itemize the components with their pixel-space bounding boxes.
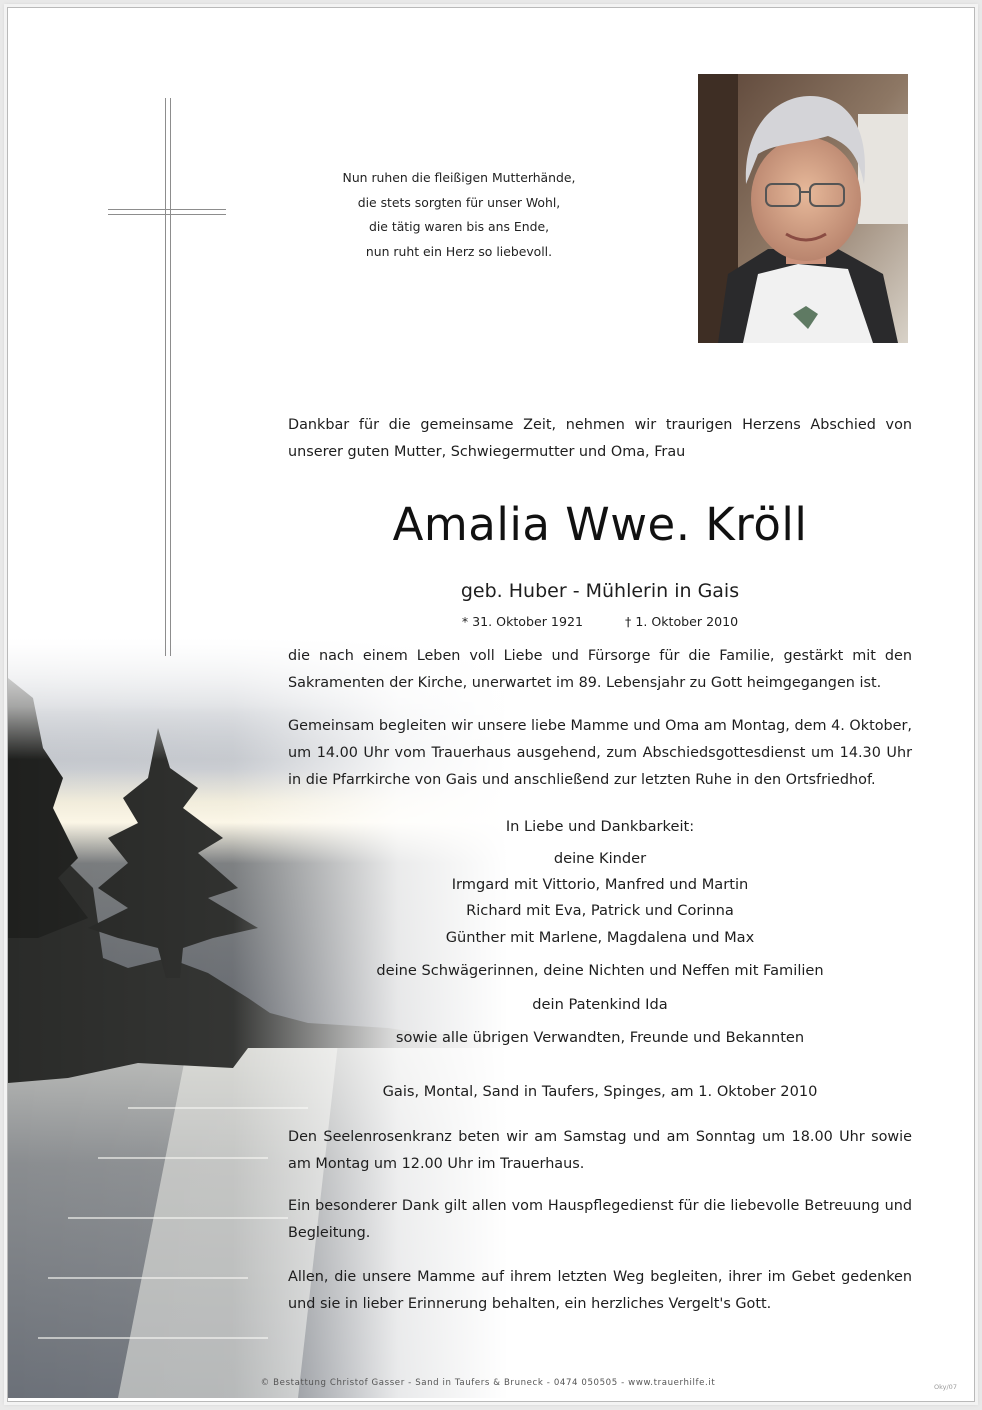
in-laws-line: deine Schwägerinnen, deine Nichten und Neffen mit Familien (376, 962, 824, 979)
obituary-sheet (7, 7, 975, 1402)
memorial-verse (324, 166, 594, 264)
maiden-name-line: geb. Huber - Mühlerin in Gais (460, 580, 740, 602)
corner-mark: Oky/07 (934, 1383, 957, 1391)
place-date: Gais, Montal, Sand in Taufers, Spinges, am 1. Oktober 2010 (382, 1083, 818, 1100)
verse-line: die tätig waren bis ans Ende, (368, 219, 550, 234)
death-date: † 1. Oktober 2010 (625, 614, 739, 629)
verse-line: nun ruht ein Herz so liebevoll. (365, 243, 553, 259)
mourners-heading: In Liebe und Dankbarkeit: (505, 818, 695, 835)
funeral-text: Gemeinsam begleiten wir unsere liebe Mamme und Oma am Montag, dem 4. Oktober, um 14.00 Uhr vom Trauerhaus ausgehend, zum Abschiedsgottesdienst um 14.30 Uhr in die Pfarrkirche von Gais und anschließend zur letzten Ruhe in den Ortsfriedhof. (288, 718, 912, 788)
verse-line: die stets sorgten für unser Wohl, (357, 194, 561, 210)
rosary-text: Den Seelenrosenkranz beten wir am Samstag und am Sonntag um 18.00 Uhr sowie am Montag um 12.00 Uhr im Trauerhaus. (288, 1129, 912, 1172)
family-line: Richard mit Eva, Patrick und Corinna (466, 902, 734, 919)
thanks-text: Ein besonderer Dank gilt allen vom Hauspflegedienst für die liebevolle Betreuung und Begleitung. (288, 1198, 912, 1241)
birth-date: * 31. Oktober 1921 (461, 614, 583, 629)
family-line: Günther mit Marlene, Magdalena und Max (445, 929, 755, 946)
children-label: deine Kinder (553, 850, 647, 867)
verse-line: Nun ruhen die fleißigen Mutterhände, (342, 170, 576, 185)
godchild-line: dein Patenkind Ida (532, 996, 668, 1013)
others-line: sowie alle übrigen Verwandten, Freunde und Bekannten (395, 1029, 805, 1046)
closing-text: Allen, die unsere Mamme auf ihrem letzten Weg begleiten, ihrer im Gebet gedenken und sie in lieber Erinnerung behalten, ein herzliches Vergelt's Gott. (288, 1269, 912, 1312)
family-line: Irmgard mit Vittorio, Manfred und Martin (451, 876, 749, 893)
funeral-home-footer: © Bestattung Christof Gasser - Sand in Taufers & Bruneck - 0474 050505 - www.trauerhilfe.it (260, 1378, 716, 1388)
portrait-photo (698, 74, 908, 343)
intro-text: Dankbar für die gemeinsame Zeit, nehmen wir traurigen Herzens Abschied von unserer guten Mutter, Schwiegermutter und Oma, Frau (288, 417, 912, 460)
life-dates (288, 612, 912, 632)
deceased-name: Amalia Wwe. Kröll (392, 498, 808, 551)
passing-text: die nach einem Leben voll Liebe und Fürsorge für die Familie, gestärkt mit den Sakramenten der Kirche, unerwartet im 89. Lebensjahr zu Gott heimgegangen ist. (288, 648, 912, 691)
